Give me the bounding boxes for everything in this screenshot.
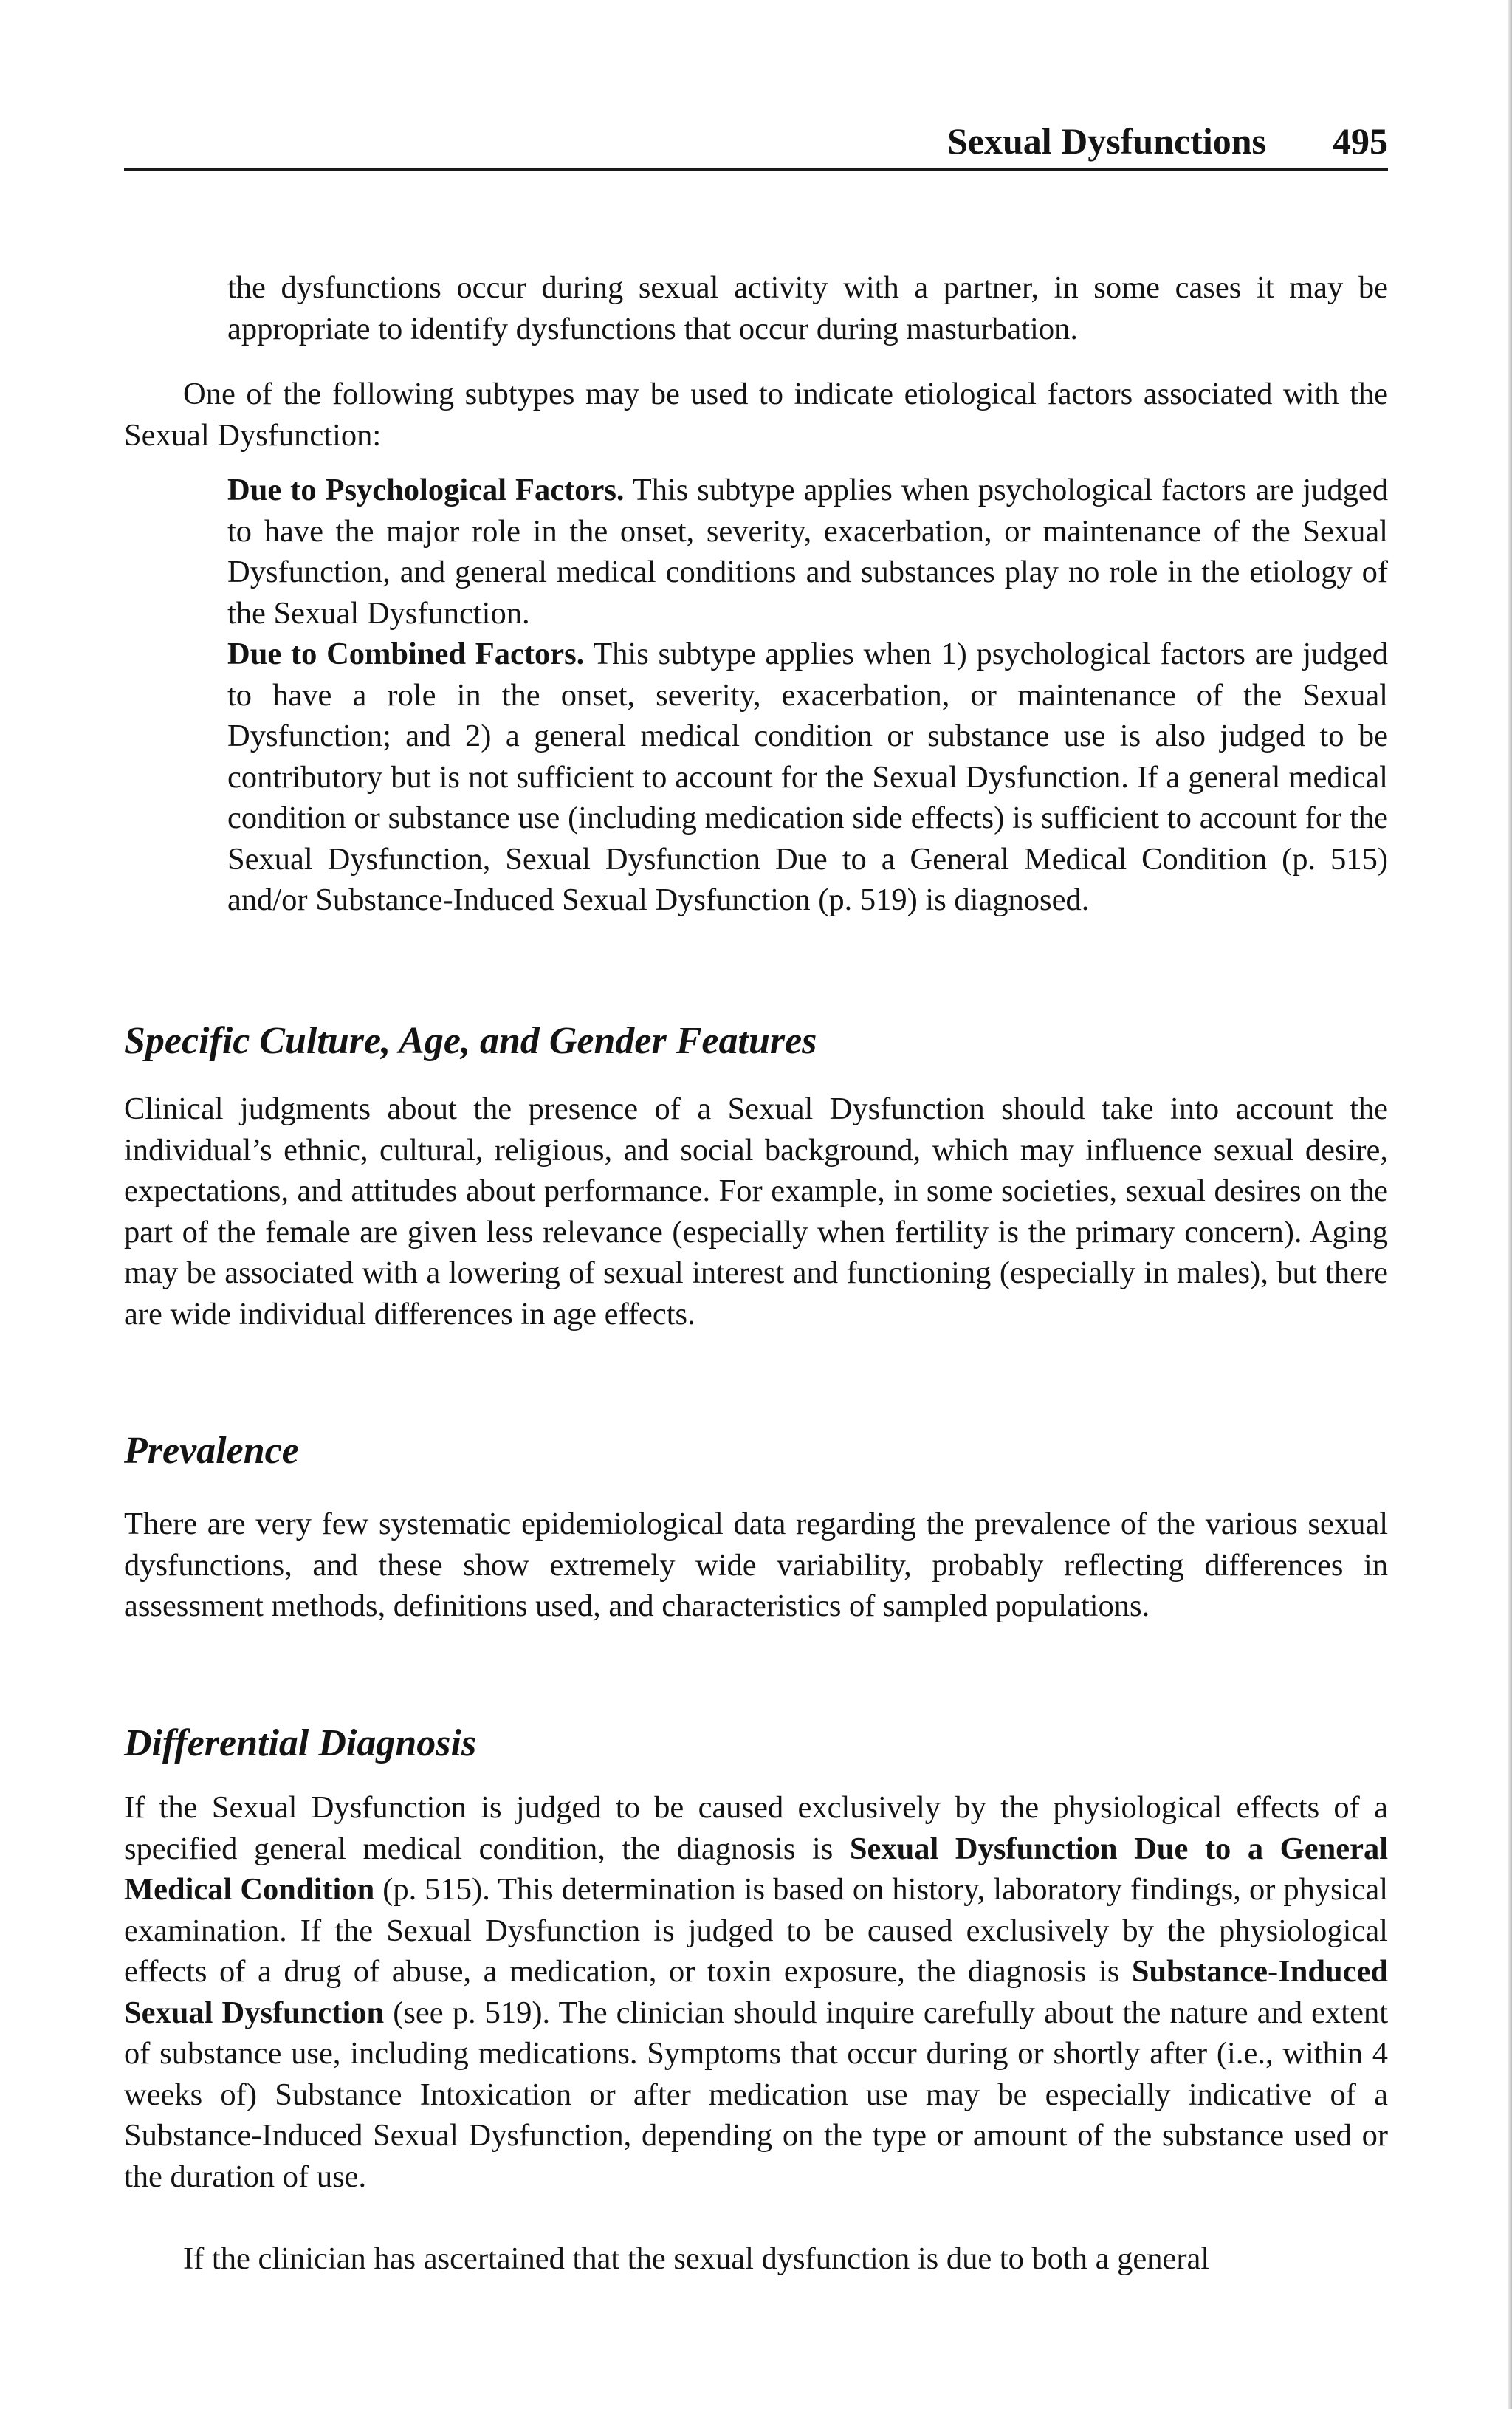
header-rule xyxy=(124,168,1388,171)
differential-text-1: If the Sexual Dysfunction is judged to be caused exclusively by the physiological effects of a specified general medical condition, the diagnosis is xyxy=(124,1790,1388,1866)
section-heading-prevalence: Prevalence xyxy=(124,1430,299,1472)
differential-paragraph xyxy=(124,1787,1388,2197)
page-number: 495 xyxy=(1333,120,1388,162)
running-title: Sexual Dysfunctions xyxy=(946,120,1266,162)
differential-text-2: (p. 515). This determination is based on history, laboratory findings, or physical examination. If the Sexual Dysfunction is judged to be caused exclusively by the physiological effects of a drug of abuse, a medication, or toxin exposure, the diagnosis is xyxy=(124,1872,1388,1989)
subtype-combined xyxy=(227,634,1388,921)
prevalence-paragraph: There are very few systematic epidemiological data regarding the prevalence of the various sexual dysfunctions, and these show extremely wide variability, probably reflecting differences in assessment methods, definitions used, and characteristics of sampled populations. xyxy=(124,1507,1388,1623)
differential-bold-term-2: Substance-Induced Sexual Dysfunction xyxy=(124,1954,1388,2030)
section-heading-culture: Specific Culture, Age, and Gender Features xyxy=(124,1020,817,1062)
subtype-combined-text: This subtype applies when 1) psychological factors are judged to have a role in the onset, severity, exacerbation, or maintenance of the Sexual Dysfunction; and 2) a general medical condition or substance use is also judged to be contributory but is not sufficient to account for the Sexual Dysfunction. If a general medical condition or substance use (including medication side effects) is sufficient to account for the Sexual Dysfunction, Sexual Dysfunction Due to a General Medical Condition (p. 515) and/or Substance-Induced Sexual Dysfunction (p. 519) is diagnosed. xyxy=(227,637,1388,917)
subtype-psychological-label: Due to Psychological Factors. xyxy=(227,473,625,507)
subtype-psychological xyxy=(227,470,1388,634)
page-edge-shadow xyxy=(1508,0,1512,2409)
subtype-combined-label: Due to Combined Factors. xyxy=(227,637,585,671)
culture-paragraph: Clinical judgments about the presence of a Sexual Dysfunction should take into account the individual’s ethnic, cultural, religious, and social background, which may influence sexual desire, expectations, and attitudes about performance. For example, in some societies, sexual desires on the part of the female are given less relevance (especially when fertility is the primary concern). Aging may be associated with a lowering of sexual interest and functioning (especially in males), but there are wide individual differences in age effects. xyxy=(124,1092,1388,1332)
differential-continuation-paragraph: If the clinician has ascertained that the sexual dysfunction is due to both a general xyxy=(183,2241,1210,2276)
section-heading-differential: Differential Diagnosis xyxy=(124,1722,477,1764)
differential-text-3: (see p. 519). The clinician should inquire carefully about the nature and extent of substance use, including medications. Symptoms that occur during or shortly after (i.e., within 4 weeks of) Substance Intoxication or after medication use may be especially indicative of a Substance-Induced Sexual Dysfunction, depending on the type or amount of the substance used or the duration of use. xyxy=(124,1995,1388,2194)
subtypes-intro-paragraph: One of the following subtypes may be used to indicate etiological factors associated with the Sexual Dysfunction: xyxy=(124,377,1388,453)
subtype-psychological-text: This subtype applies when psychological factors are judged to have the major role in the onset, severity, exacerbation, or maintenance of the Sexual Dysfunction, and general medical conditions and substances play no role in the etiology of the Sexual Dysfunction. xyxy=(227,473,1388,631)
running-header xyxy=(124,111,1388,170)
continued-paragraph: the dysfunctions occur during sexual activity with a partner, in some cases it may be appropriate to identify dysfunctions that occur during masturbation. xyxy=(227,270,1388,346)
differential-bold-term-1: Sexual Dysfunction Due to a General Medical Condition xyxy=(124,1831,1389,1907)
